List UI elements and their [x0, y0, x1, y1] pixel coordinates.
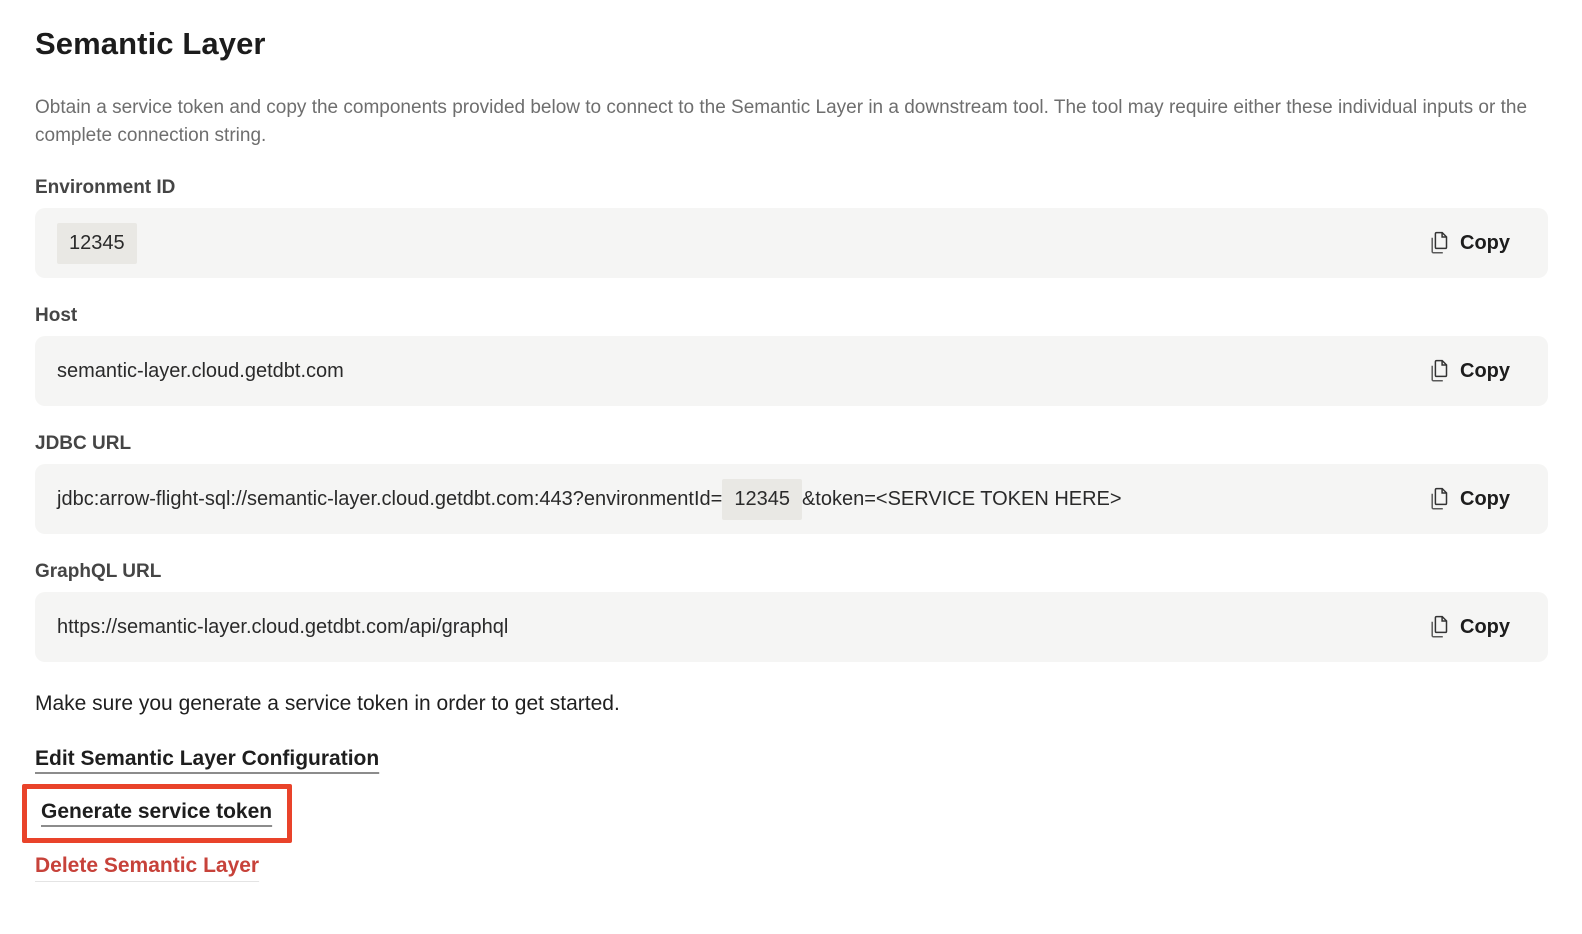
- jdbc-url-row: [35, 464, 1548, 534]
- copy-host-button[interactable]: [1428, 359, 1510, 383]
- copy-button-label: Copy: [1460, 615, 1510, 638]
- jdbc-url-prefix: jdbc:arrow-flight-sql://semantic-layer.cloud.getdbt.com:443?environmentId=: [57, 487, 723, 510]
- annotation-highlight-box: [22, 784, 292, 843]
- generate-service-token-link[interactable]: Generate service token: [41, 800, 273, 823]
- jdbc-environment-id-chip: 12345: [722, 479, 802, 520]
- environment-id-chip: 12345: [57, 223, 137, 264]
- copy-button-label: Copy: [1460, 487, 1510, 510]
- field-environment-id: [35, 177, 1548, 278]
- page-description: Obtain a service token and copy the components provided below to connect to the Semantic Layer in a downstream tool. The tool may require either these individual inputs or the complete connection string.: [35, 97, 1528, 146]
- environment-id-value: [57, 223, 137, 264]
- field-label-graphql-url: GraphQL URL: [35, 561, 162, 582]
- service-token-note: Make sure you generate a service token in order to get started.: [35, 692, 620, 715]
- copy-icon: [1428, 615, 1449, 639]
- environment-id-row: [35, 208, 1548, 278]
- field-label-environment-id: Environment ID: [35, 177, 176, 198]
- copy-icon: [1428, 487, 1449, 511]
- copy-icon: [1428, 359, 1449, 383]
- page-title: Semantic Layer: [35, 26, 266, 61]
- graphql-url-row: [35, 592, 1548, 662]
- copy-button-label: Copy: [1460, 231, 1510, 254]
- copy-environment-id-button[interactable]: [1428, 231, 1510, 255]
- field-label-jdbc-url: JDBC URL: [35, 433, 132, 454]
- host-row: [35, 336, 1548, 406]
- copy-icon: [1428, 231, 1449, 255]
- copy-button-label: Copy: [1460, 359, 1510, 382]
- jdbc-url-suffix: &token=<SERVICE TOKEN HERE>: [801, 487, 1122, 510]
- copy-jdbc-url-button[interactable]: [1428, 487, 1510, 511]
- graphql-url-value: https://semantic-layer.cloud.getdbt.com/api/graphql: [57, 615, 509, 638]
- field-graphql-url: [35, 561, 1548, 662]
- field-label-host: Host: [35, 305, 78, 326]
- field-jdbc-url: [35, 433, 1548, 534]
- jdbc-url-value: [57, 479, 1122, 520]
- delete-semantic-layer-link[interactable]: Delete Semantic Layer: [35, 854, 260, 877]
- host-value: semantic-layer.cloud.getdbt.com: [57, 359, 344, 382]
- field-host: [35, 305, 1548, 406]
- copy-graphql-url-button[interactable]: [1428, 615, 1510, 639]
- edit-semantic-layer-configuration-link[interactable]: Edit Semantic Layer Configuration: [35, 747, 380, 770]
